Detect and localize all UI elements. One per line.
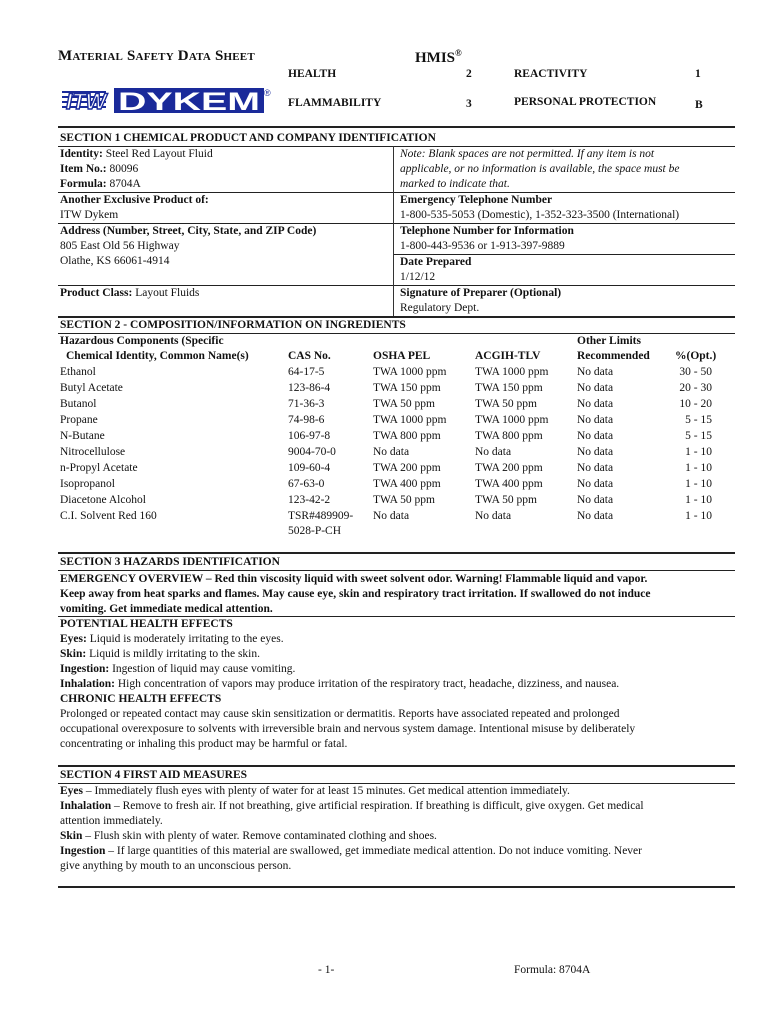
skin-effect-label: Skin: (60, 648, 87, 660)
ingestion-effect-row (60, 662, 295, 677)
ingredient-name: Isopropanol (60, 478, 115, 490)
document-title: Material Safety Data Sheet (58, 48, 255, 64)
hmis-health-value: 2 (466, 68, 472, 80)
col-osha-header: OSHA PEL (373, 350, 431, 362)
firstaid-skin-label: Skin (60, 830, 83, 842)
ingredient-other: No data (577, 414, 614, 426)
date-label: Date Prepared (400, 256, 472, 268)
col-pct-header: %(Opt.) (675, 350, 717, 362)
eyes-effect-row (60, 632, 284, 647)
ingredient-pct: 1 - 10 (685, 446, 712, 458)
identity-row (60, 147, 213, 162)
ingredient-acgih: TWA 50 ppm (475, 494, 537, 506)
ingredient-name: Ethanol (60, 366, 96, 378)
logo-graphic (60, 85, 272, 115)
ingredient-pct: 30 - 50 (679, 366, 712, 378)
potential-health-heading: POTENTIAL HEALTH EFFECTS (60, 618, 233, 630)
footer-formula: Formula: 8704A (514, 964, 591, 976)
hmis-protection-value: B (695, 99, 703, 111)
ingredient-name: Nitrocellulose (60, 446, 126, 458)
identity-value: Steel Red Layout Fluid (105, 148, 213, 160)
ingredient-acgih: No data (475, 510, 512, 522)
ingredient-osha: TWA 50 ppm (373, 494, 435, 506)
table-row (60, 476, 712, 492)
ingredients-table-body (60, 364, 712, 524)
inhalation-effect-row (60, 677, 619, 692)
ingredient-osha: TWA 150 ppm (373, 382, 441, 394)
col-component-header-1: Hazardous Components (Specific (60, 335, 224, 347)
product-class-row (60, 286, 199, 301)
firstaid-eyes-label: Eyes (60, 785, 83, 797)
table-row (60, 380, 712, 396)
ingredient-osha: No data (373, 510, 410, 522)
table-row (60, 508, 712, 524)
ingredient-osha: TWA 1000 ppm (373, 366, 447, 378)
col-acgih-header: ACGIH-TLV (475, 350, 541, 362)
inhalation-effect-label: Inhalation: (60, 678, 115, 690)
exclusive-value: ITW Dykem (60, 209, 119, 221)
table-row (60, 428, 712, 444)
product-class-label: Product Class: (60, 287, 133, 299)
signature-label: Signature of Preparer (Optional) (400, 287, 562, 299)
ingredient-acgih: TWA 200 ppm (475, 462, 543, 474)
ingredient-other: No data (577, 430, 614, 442)
col-cas-header: CAS No. (288, 350, 331, 362)
firstaid-inhalation-label: Inhalation (60, 800, 112, 812)
ingredient-acgih: TWA 1000 ppm (475, 366, 549, 378)
table-row (60, 492, 712, 508)
ingredient-name: n-Propyl Acetate (60, 462, 138, 474)
firstaid-skin-row (60, 829, 437, 844)
ingredient-osha: TWA 200 ppm (373, 462, 441, 474)
ingredient-acgih: TWA 1000 ppm (475, 414, 549, 426)
ingredient-name: Propane (60, 414, 98, 426)
ingredient-name: Butyl Acetate (60, 382, 123, 394)
ingredient-cas: 64-17-5 (288, 366, 325, 378)
note-line2: applicable, or no information is available, the space must be (400, 163, 680, 175)
section1-heading: SECTION 1 CHEMICAL PRODUCT AND COMPANY IDENTIFICATION (60, 132, 436, 144)
chronic-line3: concentrating or inhaling this product may be harmful or fatal. (60, 738, 348, 750)
ingredient-acgih: TWA 50 ppm (475, 398, 537, 410)
chronic-health-heading: CHRONIC HEALTH EFFECTS (60, 693, 222, 705)
section4-heading: SECTION 4 FIRST AID MEASURES (60, 769, 248, 781)
firstaid-inhalation-row (60, 799, 644, 814)
address-label: Address (Number, Street, City, State, and ZIP Code) (60, 225, 317, 237)
formula-label: Formula: (60, 178, 107, 190)
ingredient-acgih: TWA 800 ppm (475, 430, 543, 442)
hmis-label: HMIS (415, 50, 456, 66)
col-component-header-2: Chemical Identity, Common Name(s) (66, 350, 249, 362)
ingredients-table (60, 364, 712, 524)
ingredient-pct: 1 - 10 (685, 510, 712, 522)
item-label: Item No.: (60, 163, 107, 175)
eyes-effect-text: Liquid is moderately irritating to the eyes. (89, 633, 284, 645)
section4-divider-top (58, 765, 735, 767)
firstaid-inhalation-cont: attention immediately. (60, 815, 163, 827)
ingredient-cas: 67-63-0 (288, 478, 325, 490)
skin-effect-row (60, 647, 260, 662)
address-line1: 805 East Old 56 Highway (60, 240, 180, 252)
table-row (60, 444, 712, 460)
ingredient-other: No data (577, 398, 614, 410)
table-row (60, 460, 712, 476)
ingredient-cas: TSR#489909- (288, 510, 354, 522)
info-label: Telephone Number for Information (400, 225, 574, 237)
emergency-overview-1: EMERGENCY OVERVIEW – Red thin viscosity liquid with sweet solvent odor. Warning! Flammable liquid and vapor. (60, 573, 648, 585)
ingredient-cas: 9004-70-0 (288, 446, 336, 458)
hmis-protection-label: PERSONAL PROTECTION (514, 96, 657, 108)
firstaid-eyes-text: – Immediately flush eyes with plenty of water for at least 15 minutes. Get medical attention immediately. (85, 785, 570, 797)
logo-registered-mark: ® (264, 88, 271, 98)
itw-dykem-logo (60, 85, 272, 115)
ingredient-pct: 5 - 15 (685, 414, 712, 426)
hmis-flammability-label: FLAMMABILITY (288, 97, 382, 109)
info-value: 1-800-443-9536 or 1-913-397-9889 (400, 240, 565, 252)
hmis-registered-mark: ® (455, 48, 462, 58)
firstaid-ingestion-label: Ingestion (60, 845, 106, 857)
section3-divider (58, 570, 735, 571)
hmis-reactivity-label: REACTIVITY (514, 68, 588, 80)
firstaid-ingestion-text: – If large quantities of this material are swallowed, get immediate medical attention. Do not induce vomiting. Never (108, 845, 642, 857)
ingredient-other: No data (577, 366, 614, 378)
firstaid-inhalation-text: – Remove to fresh air. If not breathing, give artificial respiration. If breathing is difficult, give oxygen. Get medical (114, 800, 644, 812)
product-class-value: Layout Fluids (135, 287, 200, 299)
ingredient-osha: TWA 1000 ppm (373, 414, 447, 426)
inhalation-effect-text: High concentration of vapors may produce irritation of the respiratory tract, headache, dizziness, and nausea. (117, 678, 620, 690)
ingredient-pct: 1 - 10 (685, 478, 712, 490)
ingredient-name: C.I. Solvent Red 160 (60, 510, 157, 522)
ingredient-acgih: TWA 150 ppm (475, 382, 543, 394)
ingredient-osha: TWA 50 ppm (373, 398, 435, 410)
table-row (60, 396, 712, 412)
ingredient-cas: 123-86-4 (288, 382, 331, 394)
ingredient-cas: 74-98-6 (288, 414, 325, 426)
firstaid-ingestion-cont: give anything by mouth to an unconscious person. (60, 860, 292, 872)
last-row-cas-continuation: 5028-P-CH (288, 525, 342, 537)
hmis-health-label: HEALTH (288, 68, 337, 80)
ingredient-cas: 106-97-8 (288, 430, 331, 442)
ingredient-pct: 20 - 30 (679, 382, 712, 394)
section4-divider-bottom (58, 886, 735, 888)
hmis-title (415, 48, 462, 67)
ingestion-effect-label: Ingestion: (60, 663, 110, 675)
chronic-line1: Prolonged or repeated contact may cause skin sensitization or dermatitis. Reports have associated repeated and prolonged (60, 708, 620, 720)
firstaid-eyes-row (60, 784, 570, 799)
section3-divider-top (58, 552, 735, 554)
item-value: 80096 (109, 163, 139, 175)
eyes-effect-label: Eyes: (60, 633, 87, 645)
ingestion-effect-text: Ingestion of liquid may cause vomiting. (112, 663, 296, 675)
ingredient-osha: TWA 800 ppm (373, 430, 441, 442)
identity-label: Identity: (60, 148, 103, 160)
ingredient-cas: 123-42-2 (288, 494, 331, 506)
ingredient-pct: 10 - 20 (679, 398, 712, 410)
firstaid-ingestion-row (60, 844, 642, 859)
ingredient-acgih: TWA 400 ppm (475, 478, 543, 490)
header-divider (58, 126, 735, 128)
section2-heading: SECTION 2 - COMPOSITION/INFORMATION ON INGREDIENTS (60, 319, 406, 331)
note-line3: marked to indicate that. (400, 178, 510, 190)
ingredient-cas: 71-36-3 (288, 398, 325, 410)
ingredient-pct: 1 - 10 (685, 494, 712, 506)
ingredient-name: Diacetone Alcohol (60, 494, 146, 506)
col-other-header-1: Other Limits (577, 335, 641, 347)
col-other-header-2: Recommended (577, 350, 650, 362)
ingredient-pct: 5 - 15 (685, 430, 712, 442)
emergency-overview-3: vomiting. Get immediate medical attention. (60, 603, 273, 615)
logo-itw-text: ITW (66, 89, 107, 114)
emergency-overview-2: Keep away from heat sparks and flames. May cause eye, skin and respiratory tract irritation. If swallowed do not induce (60, 588, 651, 600)
ingredient-other: No data (577, 494, 614, 506)
logo-dykem-text: DYKEM (118, 88, 260, 115)
hmis-reactivity-value: 1 (695, 68, 701, 80)
ingredient-other: No data (577, 510, 614, 522)
item-row (60, 162, 138, 177)
ingredient-name: N-Butane (60, 430, 105, 442)
formula-value: 8704A (109, 178, 141, 190)
ingredient-other: No data (577, 382, 614, 394)
ingredients-table-grid (60, 364, 712, 524)
ingredient-acgih: No data (475, 446, 512, 458)
table-row (60, 364, 712, 380)
chronic-line2: occupational overexposure to solvents with irreversible brain and nervous system damage. Intentional misuse by deliberately (60, 723, 636, 735)
ingredient-pct: 1 - 10 (685, 462, 712, 474)
page-number: - 1- (318, 964, 335, 976)
exclusive-label: Another Exclusive Product of: (60, 194, 209, 206)
table-row (60, 412, 712, 428)
emergency-label: Emergency Telephone Number (400, 194, 553, 206)
ingredient-osha: TWA 400 ppm (373, 478, 441, 490)
section1-column-divider (393, 146, 394, 316)
ingredient-other: No data (577, 478, 614, 490)
address-line2: Olathe, KS 66061-4914 (60, 255, 170, 267)
ingredient-other: No data (577, 446, 614, 458)
ingredient-other: No data (577, 462, 614, 474)
ingredient-name: Butanol (60, 398, 97, 410)
firstaid-skin-text: – Flush skin with plenty of water. Remove contaminated clothing and shoes. (85, 830, 437, 842)
skin-effect-text: Liquid is mildly irritating to the skin. (89, 648, 260, 660)
note-line1: Note: Blank spaces are not permitted. If any item is not (400, 148, 655, 160)
section3-heading: SECTION 3 HAZARDS IDENTIFICATION (60, 556, 280, 568)
ingredient-osha: No data (373, 446, 410, 458)
formula-row (60, 177, 141, 192)
ingredient-cas: 109-60-4 (288, 462, 331, 474)
emergency-value: 1-800-535-5053 (Domestic), 1-352-323-3500 (International) (400, 209, 680, 221)
signature-value: Regulatory Dept. (400, 302, 480, 314)
date-value: 1/12/12 (400, 271, 436, 283)
hmis-flammability-value: 3 (466, 98, 472, 110)
